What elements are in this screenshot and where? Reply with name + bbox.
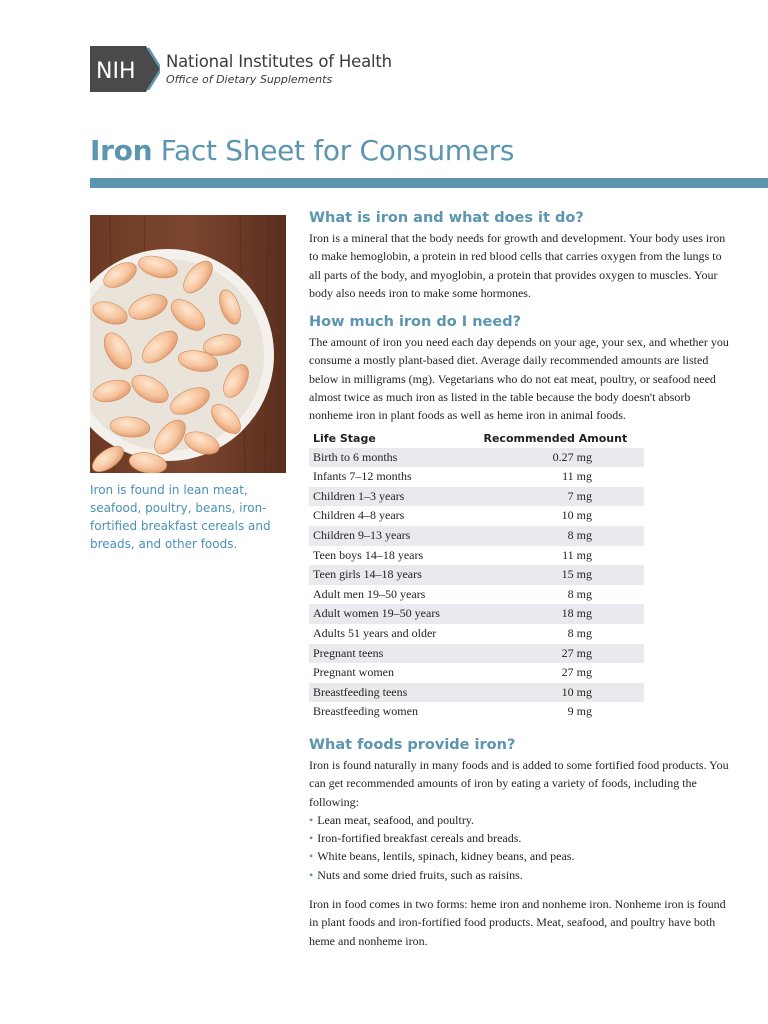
- title-bold: Iron: [90, 134, 153, 167]
- table-row: [309, 546, 644, 566]
- life-stage-cell: Adult women 19–50 years: [309, 604, 467, 624]
- title-rest: Fact Sheet for Consumers: [152, 134, 515, 167]
- life-stage-cell: Pregnant women: [313, 665, 394, 680]
- life-stage-cell: Breastfeeding teens: [309, 683, 467, 703]
- life-stage-cell: Children 4–8 years: [313, 508, 405, 523]
- nih-badge-text: NIH: [96, 59, 136, 84]
- amount-cell: 7 mg: [467, 487, 644, 507]
- list-item: • Nuts and some dried fruits, such as raisins.: [309, 867, 523, 882]
- amount-cell: 9 mg: [567, 704, 592, 719]
- food-source-list: [309, 811, 729, 884]
- amount-cell: 15 mg: [467, 565, 644, 585]
- paragraph-how-much-iron: The amount of iron you need each day depends on your age, your sex, and whether you consume a mostly plant-based diet. Average daily recommended amounts are listed below in milligrams (mg). Vegetarians who do not eat meat, poultry, or seafood need almost twice as much iron as listed in the table because the body doesn't absorb nonheme iron in plant foods as well as heme iron in animal foods.: [309, 335, 729, 423]
- amount-cell: 18 mg: [467, 604, 644, 624]
- table-row: [309, 644, 644, 664]
- table-row: [309, 624, 644, 644]
- table-row: [309, 526, 644, 546]
- page-title: [90, 134, 514, 167]
- amount-cell: 27 mg: [467, 644, 644, 664]
- amount-cell: 8 mg: [567, 626, 592, 641]
- header-recommended-amount: Recommended Amount: [483, 431, 628, 445]
- amount-cell: 27 mg: [561, 665, 592, 680]
- title-divider: [90, 178, 768, 188]
- list-item: • Iron-fortified breakfast cereals and breads.: [309, 831, 522, 846]
- table-row: [309, 604, 644, 624]
- table-row: [309, 448, 644, 468]
- recommended-amounts-table: [309, 429, 644, 722]
- amount-cell: 8 mg: [567, 586, 592, 601]
- life-stage-cell: Teen girls 14–18 years: [309, 565, 467, 585]
- life-stage-cell: Children 1–3 years: [309, 487, 467, 507]
- org-subtitle: Office of Dietary Supplements: [166, 73, 333, 86]
- white-beans-photo: [90, 215, 286, 473]
- table-row: [309, 663, 644, 683]
- list-item: • Lean meat, seafood, and poultry.: [309, 812, 475, 827]
- amount-cell: 0.27 mg: [467, 448, 644, 468]
- heading-how-much-iron: How much iron do I need?: [309, 314, 522, 331]
- amount-cell: 8 mg: [467, 526, 644, 546]
- photo-caption: Iron is found in lean meat, seafood, poultry, beans, iron-fortified breakfast cereals and breads, and other foods.: [90, 483, 271, 551]
- life-stage-cell: Adult men 19–50 years: [313, 586, 426, 601]
- life-stage-cell: Breastfeeding women: [313, 704, 418, 719]
- table-row: [309, 506, 644, 526]
- bullet-icon: •: [309, 831, 314, 846]
- amount-cell: 11 mg: [562, 547, 592, 562]
- amount-cell: 10 mg: [561, 508, 592, 523]
- heading-what-is-iron: What is iron and what does it do?: [309, 210, 584, 226]
- main-content: [309, 207, 729, 950]
- paragraph-heme-nonheme: Iron in food comes in two forms: heme iron and nonheme iron. Nonheme iron is found in plant foods and iron-fortified food products. Meat, seafood, and poultry have both heme and nonheme iron.: [309, 897, 726, 948]
- nih-logo: [90, 46, 392, 92]
- bullet-icon: •: [309, 812, 314, 827]
- table-row: [309, 467, 644, 487]
- paragraph-what-foods: Iron is found naturally in many foods and is added to some fortified food products. You can get recommended amounts of iron by eating a variety of foods, including the following:: [309, 757, 729, 809]
- list-item: • White beans, lentils, spinach, kidney beans, and peas.: [309, 849, 575, 864]
- table-row: [309, 487, 644, 507]
- life-stage-cell: Infants 7–12 months: [313, 469, 412, 484]
- amount-cell: 11 mg: [562, 469, 592, 484]
- table-row: [309, 683, 644, 703]
- header-life-stage: Life Stage: [313, 431, 376, 445]
- table-row: [309, 585, 644, 605]
- amount-cell: 10 mg: [467, 683, 644, 703]
- life-stage-cell: Pregnant teens: [309, 644, 467, 664]
- nih-badge: [90, 46, 160, 92]
- table-row: [309, 565, 644, 585]
- bullet-icon: •: [309, 867, 314, 882]
- heading-what-foods: What foods provide iron?: [309, 736, 516, 753]
- life-stage-cell: Teen boys 14–18 years: [313, 547, 424, 562]
- life-stage-cell: Children 9–13 years: [309, 526, 467, 546]
- table-row: [309, 702, 644, 722]
- life-stage-cell: Adults 51 years and older: [313, 626, 437, 641]
- paragraph-what-is-iron: Iron is a mineral that the body needs for growth and development. Your body uses iron to make hemoglobin, a protein in red blood cells that carries oxygen from the lungs to all parts of the body, and myoglobin, a protein that provides oxygen to muscles. Your body also needs iron to make some hormones.: [309, 231, 726, 300]
- life-stage-cell: Birth to 6 months: [309, 448, 467, 468]
- table-header-row: [309, 429, 644, 448]
- org-name: National Institutes of Health: [166, 52, 392, 71]
- bullet-icon: •: [309, 849, 314, 864]
